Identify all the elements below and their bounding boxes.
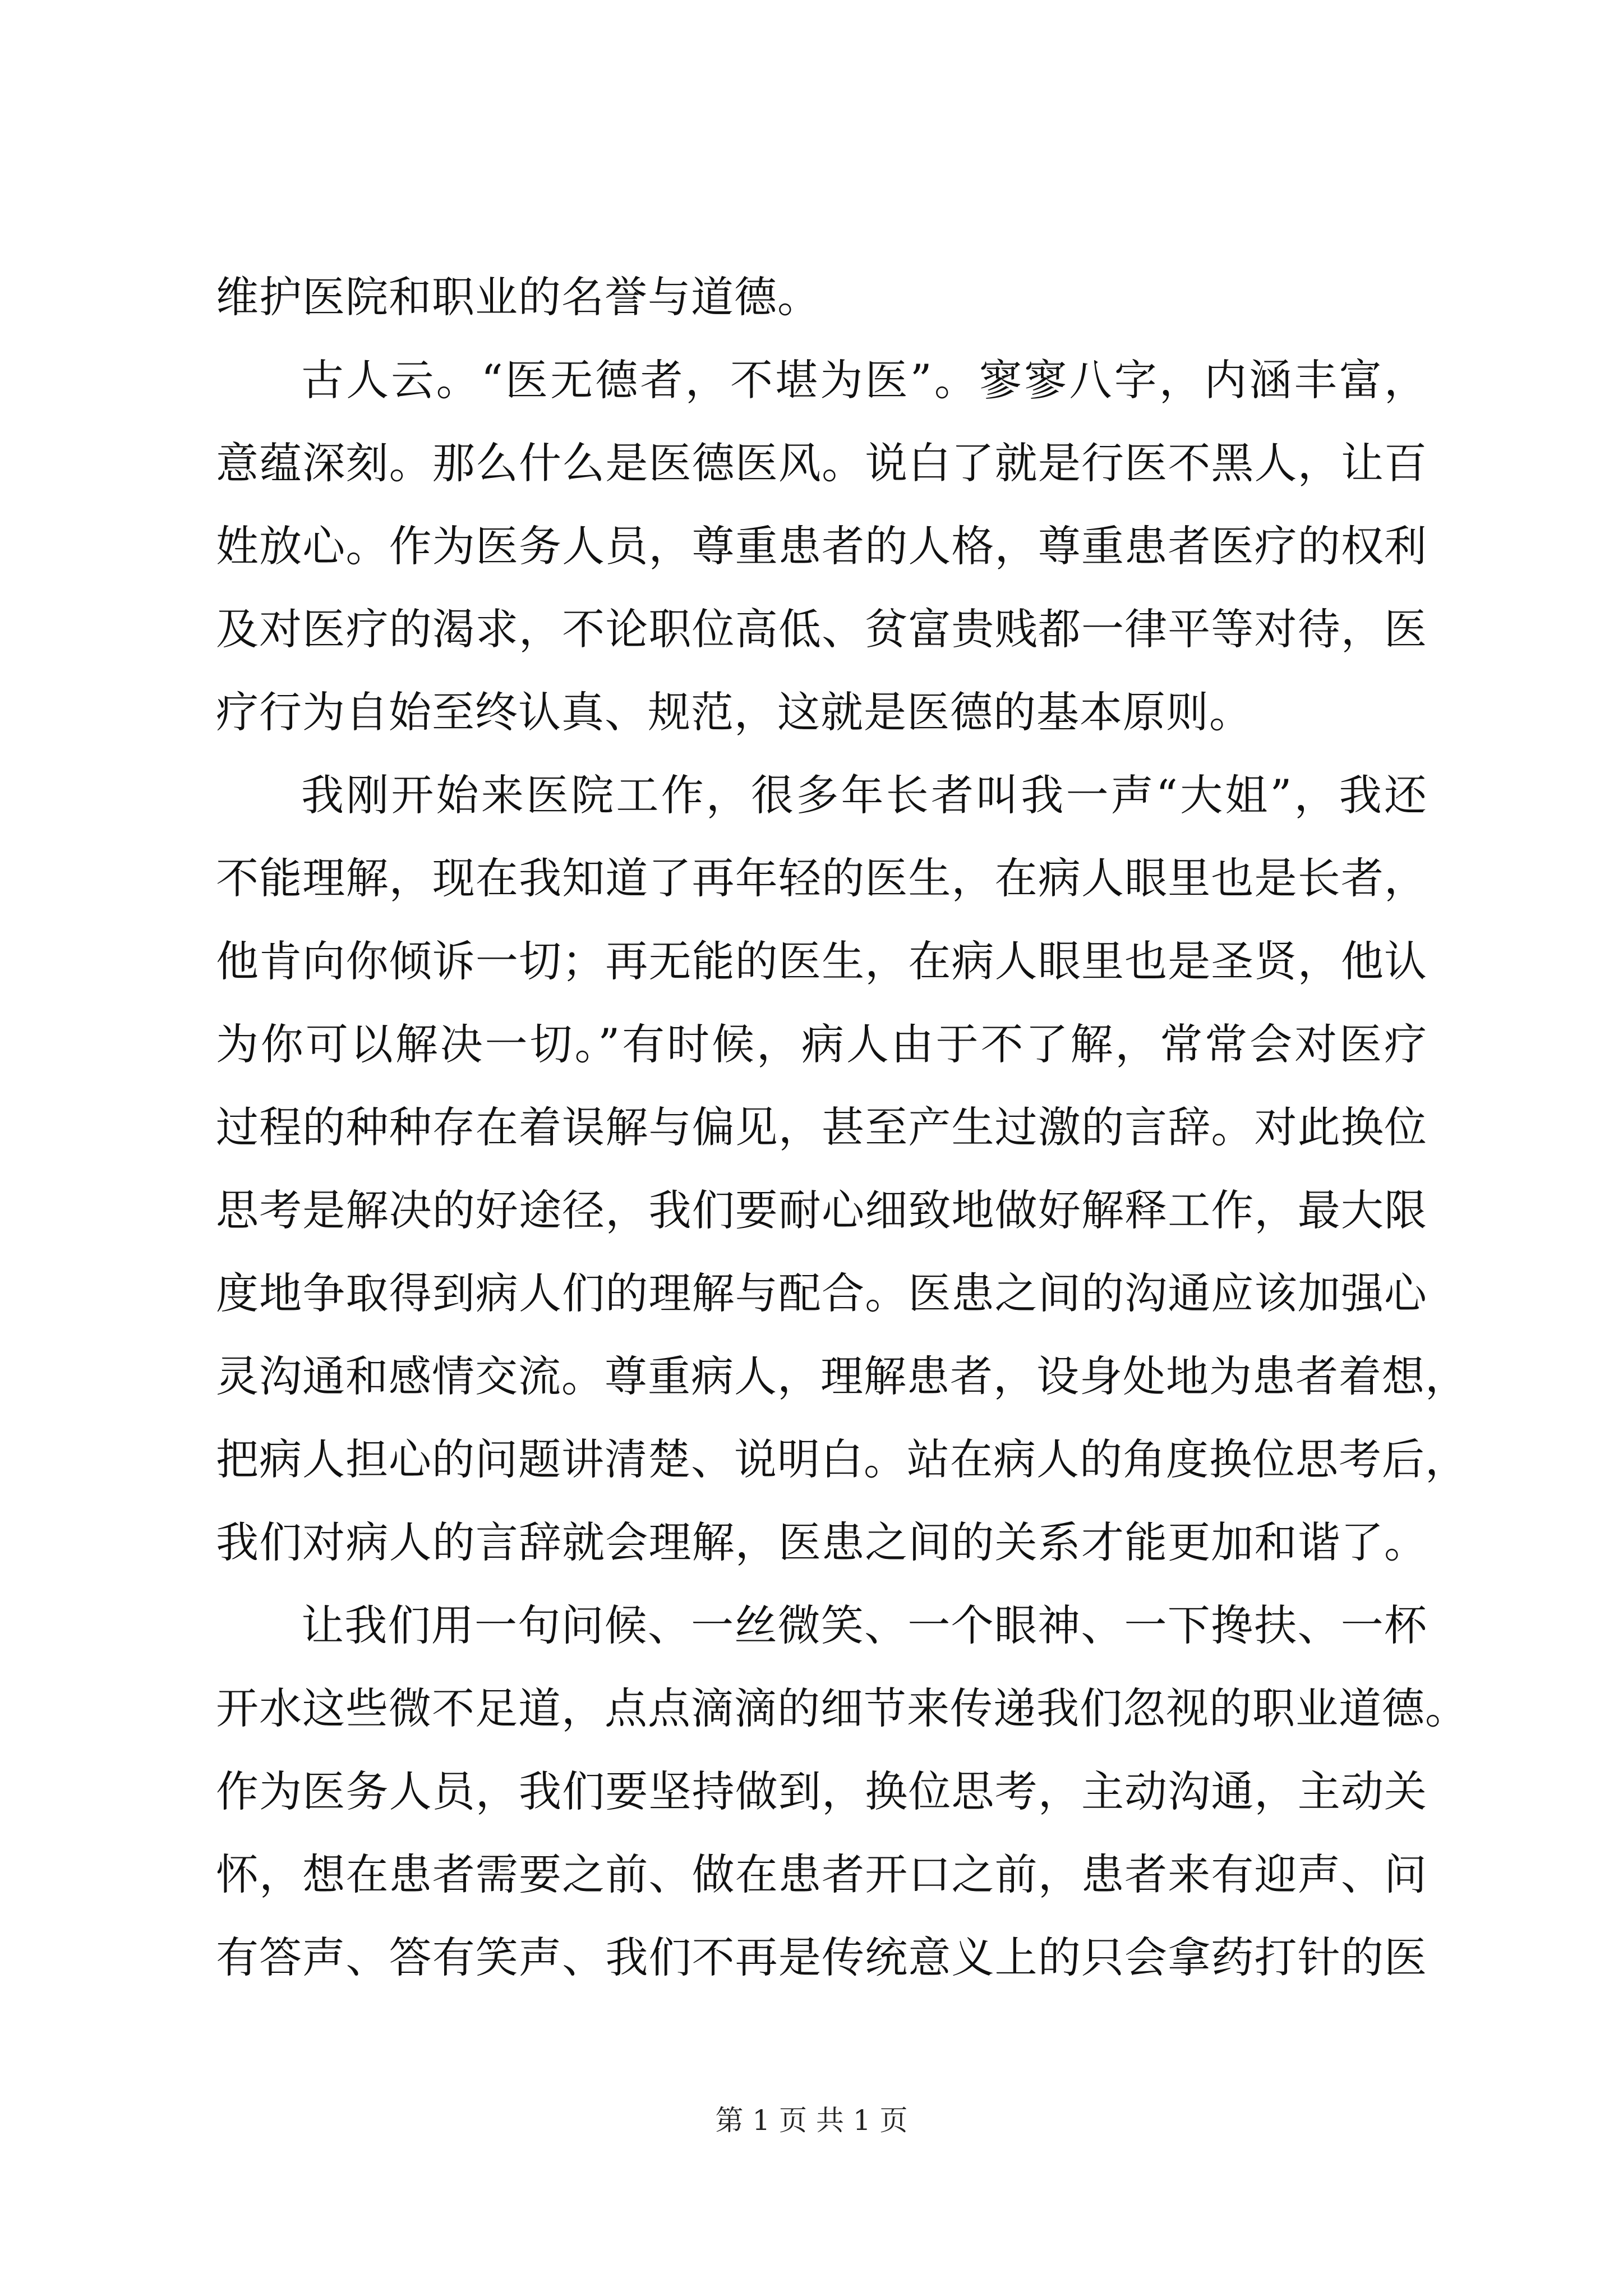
text-line: 思考是解决的好途径，我们要耐心细致地做好解释工作，最大限 (216, 1185, 1427, 1235)
text-line: 意蕴深刻。那么什么是医德医风。说白了就是行医不黑人，让百 (216, 438, 1427, 488)
text-line: 不能理解，现在我知道了再年轻的医生，在病人眼里也是长者， (216, 853, 1427, 903)
page-number-footer: 第 1 页 共 1 页 (715, 2104, 908, 2137)
text-line: 他肯向你倾诉一切；再无能的医生，在病人眼里也是圣贤，他认 (216, 936, 1427, 986)
text-line: 我们对病人的言辞就会理解，医患之间的关系才能更加和谐了。 (216, 1517, 1427, 1567)
text-line: 有答声、答有笑声、我们不再是传统意义上的只会拿药打针的医 (216, 1932, 1427, 1982)
paragraph-first-line: 让我们用一句问候、一丝微笑、一个眼神、一下搀扶、一杯 (301, 1600, 1427, 1650)
text-line: 过程的种种存在着误解与偏见，甚至产生过激的言辞。对此换位 (216, 1102, 1427, 1152)
text-line: 作为医务人员，我们要坚持做到，换位思考，主动沟通，主动关 (216, 1766, 1427, 1816)
paragraph-first-line: 古人云。“医无德者，不堪为医”。寥寥八字，内涵丰富， (301, 355, 1427, 405)
text-line: 维护医院和职业的名誉与道德。 (216, 272, 820, 322)
text-line: 疗行为自始至终认真、规范，这就是医德的基本原则。 (216, 687, 1252, 737)
text-line: 度地争取得到病人们的理解与配合。医患之间的沟通应该加强心 (216, 1268, 1427, 1318)
text-line: 开水这些微不足道，点点滴滴的细节来传递我们忽视的职业道德。 (216, 1683, 1468, 1733)
text-line: 姓放心。作为医务人员，尊重患者的人格，尊重患者医疗的权利 (216, 521, 1427, 571)
text-line: 灵沟通和感情交流。尊重病人，理解患者，设身处地为患者着想， (216, 1351, 1468, 1401)
text-line: 怀，想在患者需要之前、做在患者开口之前，患者来有迎声、问 (216, 1849, 1427, 1899)
text-line: 为你可以解决一切。”有时候，病人由于不了解，常常会对医疗 (216, 1019, 1427, 1069)
text-line: 及对医疗的渴求，不论职位高低、贫富贵贱都一律平等对待，医 (216, 604, 1427, 654)
paragraph-first-line: 我刚开始来医院工作，很多年长者叫我一声“大姐”，我还 (301, 770, 1427, 820)
text-line: 把病人担心的问题讲清楚、说明白。站在病人的角度换位思考后， (216, 1434, 1468, 1484)
